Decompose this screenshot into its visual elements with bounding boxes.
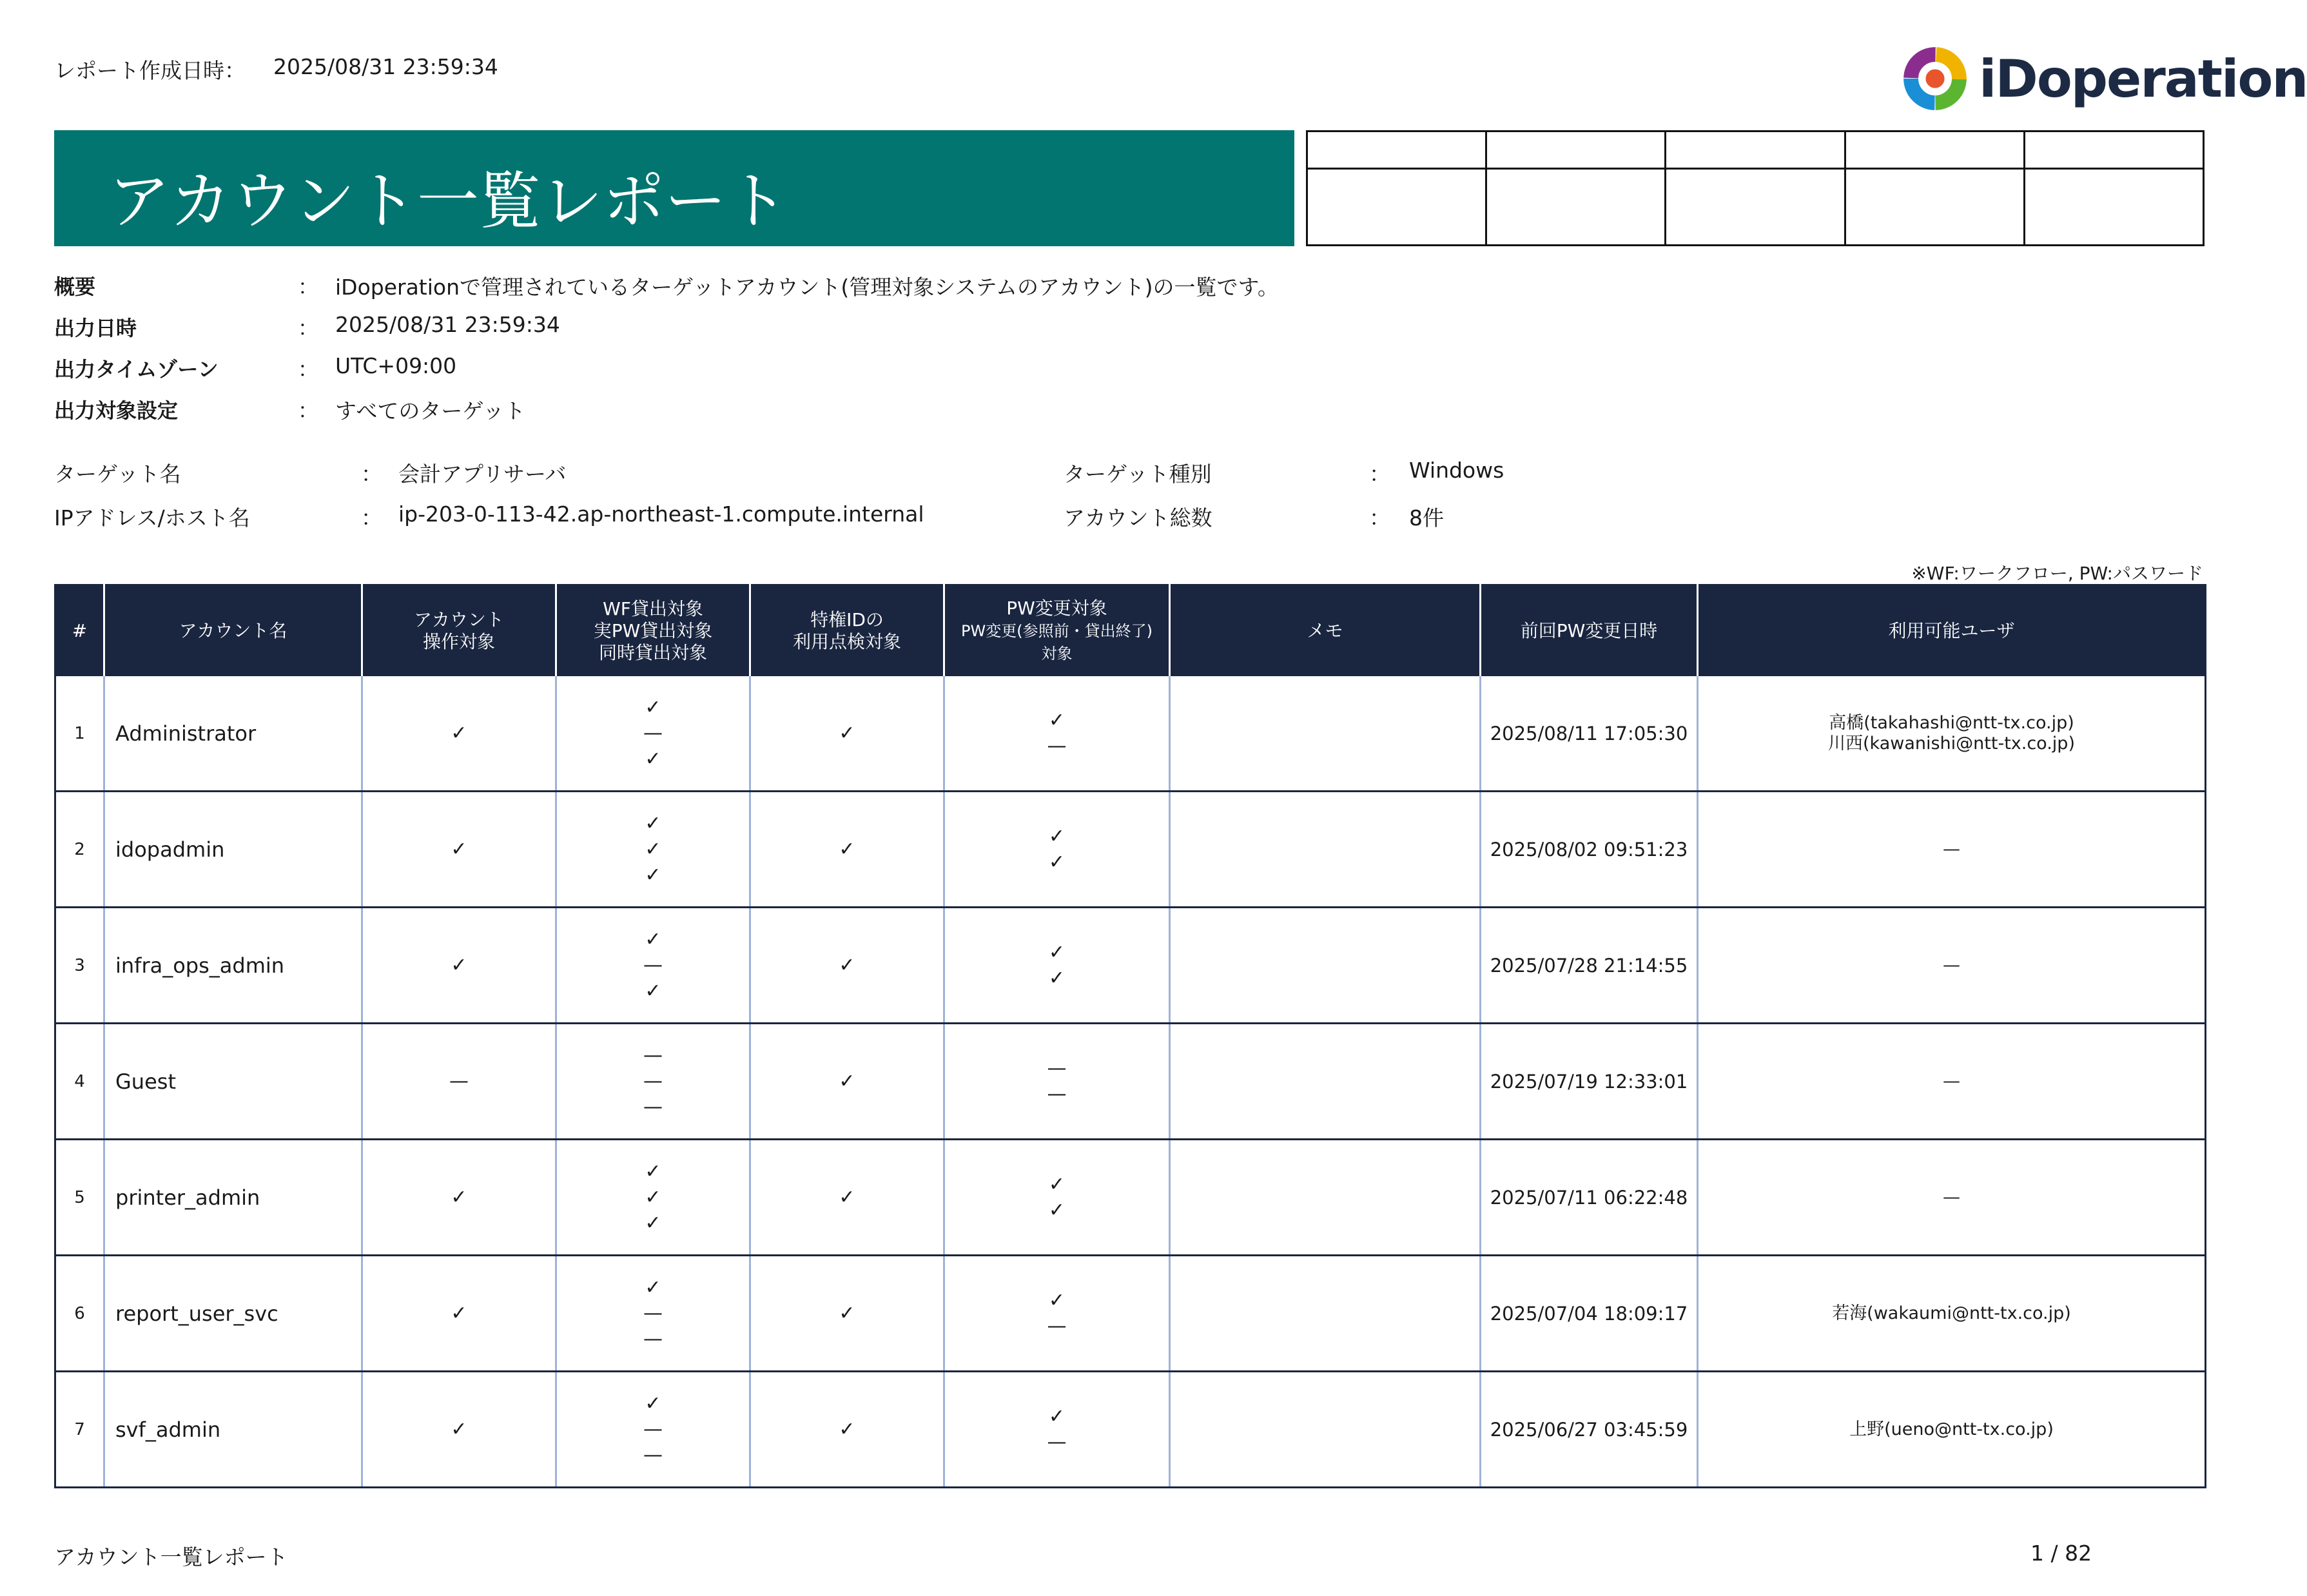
- user-entry: 若海(wakaumi@ntt-tx.co.jp): [1832, 1303, 2071, 1323]
- meta-colon: ：: [298, 357, 319, 382]
- wf-flag: —: [643, 1095, 663, 1118]
- table-row: [55, 676, 2206, 792]
- table-row: [55, 1256, 2206, 1372]
- col-header-pw-change-target: PW変更対象 PW変更(参照前・貸出終了) 対象: [944, 585, 1170, 677]
- wf-flag: —: [643, 1069, 663, 1093]
- cell-wf-target: [556, 792, 750, 908]
- target-type-colon: ：: [1369, 462, 1390, 487]
- target-name-label: ターゲット名: [54, 462, 181, 487]
- cell-wf-target: [556, 1024, 750, 1140]
- cell-num: 3: [55, 908, 104, 1024]
- cell-available-users: [1698, 1024, 2206, 1140]
- wf-flag: —: [643, 1301, 663, 1325]
- pw-flag: —: [1047, 1314, 1067, 1338]
- target-name-colon: ：: [361, 462, 382, 487]
- cell-memo: [1170, 676, 1481, 792]
- cell-account-name: report_user_svc: [104, 1256, 362, 1372]
- logo-wordmark: iDoperation: [1979, 49, 2307, 109]
- wf-flag: ✓: [645, 1185, 661, 1209]
- cell-last-pw-change: 2025/08/11 17:05:30: [1481, 676, 1698, 792]
- cell-account-name: printer_admin: [104, 1140, 362, 1256]
- col-header-available-users: 利用可能ユーザ: [1698, 585, 2206, 677]
- logo-ring-icon: [1902, 45, 1969, 112]
- pw-flag: ✓: [1048, 1198, 1066, 1221]
- cell-memo: [1170, 792, 1481, 908]
- cell-account-name: infra_ops_admin: [104, 908, 362, 1024]
- user-entry: —: [1943, 839, 1960, 859]
- pw-flag: ✓: [1048, 966, 1066, 989]
- cell-operation-target: —: [362, 1024, 556, 1140]
- cell-pw-change-target: [944, 1372, 1170, 1488]
- col-header-wf-target: WF貸出対象 実PW貸出対象 同時貸出対象: [556, 585, 750, 677]
- wf-flag: —: [643, 1327, 663, 1350]
- account-count-label: アカウント総数: [1064, 505, 1212, 530]
- wf-flag: —: [643, 1417, 663, 1441]
- cell-account-name: svf_admin: [104, 1372, 362, 1488]
- wf-flag: —: [643, 1443, 663, 1466]
- pw-flag: ✓: [1048, 708, 1066, 732]
- meta-colon: ：: [298, 316, 319, 340]
- meta-timezone-label: 出力タイムゾーン: [54, 357, 219, 382]
- wf-flag: —: [643, 953, 663, 977]
- cell-last-pw-change: 2025/06/27 03:45:59: [1481, 1372, 1698, 1488]
- footer-page-number: 1 / 82: [2030, 1541, 2092, 1566]
- cell-operation-target: ✓: [362, 1140, 556, 1256]
- cell-wf-target: [556, 1256, 750, 1372]
- wf-flag: ✓: [645, 979, 661, 1002]
- account-count-colon: ：: [1369, 505, 1390, 530]
- pw-flag: —: [1047, 1056, 1067, 1080]
- pw-flag: —: [1047, 734, 1067, 757]
- cell-last-pw-change: 2025/07/19 12:33:01: [1481, 1024, 1698, 1140]
- cell-num: 2: [55, 792, 104, 908]
- wf-flag: —: [643, 1044, 663, 1067]
- cell-available-users: [1698, 1256, 2206, 1372]
- user-entry: —: [1943, 955, 1960, 975]
- cell-memo: [1170, 908, 1481, 1024]
- cell-wf-target: [556, 908, 750, 1024]
- table-row: [55, 1140, 2206, 1256]
- wf-flag: ✓: [645, 1276, 661, 1299]
- pw-flag: ✓: [1048, 940, 1066, 964]
- wf-flag: ✓: [645, 1392, 661, 1415]
- target-ip-colon: ：: [361, 505, 382, 530]
- pw-flag: ✓: [1048, 1405, 1066, 1428]
- wf-flag: ✓: [645, 863, 661, 886]
- cell-privileged-check: ✓: [750, 1140, 944, 1256]
- cell-privileged-check: ✓: [750, 1024, 944, 1140]
- pw-flag: —: [1047, 1430, 1067, 1454]
- report-created-label: レポート作成日時：: [54, 58, 246, 83]
- cell-operation-target: ✓: [362, 1372, 556, 1488]
- cell-account-name: Administrator: [104, 676, 362, 792]
- cell-privileged-check: ✓: [750, 1256, 944, 1372]
- footer-report-title: アカウント一覧レポート: [54, 1544, 288, 1570]
- col-header-num: #: [55, 585, 104, 677]
- cell-pw-change-target: [944, 1024, 1170, 1140]
- cell-pw-change-target: [944, 1140, 1170, 1256]
- cell-account-name: idopadmin: [104, 792, 362, 908]
- col-header-memo: メモ: [1170, 585, 1481, 677]
- cell-pw-change-target: [944, 908, 1170, 1024]
- cell-num: 7: [55, 1372, 104, 1488]
- cell-pw-change-target: [944, 792, 1170, 908]
- meta-summary-label: 概要: [54, 275, 96, 299]
- col-header-privileged-check: 特権IDの 利用点検対象: [750, 585, 944, 677]
- account-count-value: 8件: [1409, 505, 1444, 530]
- meta-timezone-value: UTC+09:00: [335, 353, 457, 378]
- col-header-operation-target: アカウント 操作対象: [362, 585, 556, 677]
- cell-num: 5: [55, 1140, 104, 1256]
- table-header-row: [55, 585, 2206, 677]
- table-row: [55, 792, 2206, 908]
- wf-flag: ✓: [645, 812, 661, 835]
- pw-flag: ✓: [1048, 824, 1066, 848]
- cell-operation-target: ✓: [362, 908, 556, 1024]
- cell-memo: [1170, 1024, 1481, 1140]
- meta-summary-value: iDoperationで管理されているターゲットアカウント(管理対象システムのアカウント)の一覧です。: [335, 275, 1279, 300]
- target-type-label: ターゲット種別: [1064, 462, 1212, 487]
- meta-output-date-label: 出力日時: [54, 316, 137, 340]
- cell-available-users: [1698, 908, 2206, 1024]
- user-entry: 高橋(takahashi@ntt-tx.co.jp): [1829, 712, 2074, 733]
- user-entry: —: [1943, 1071, 1960, 1091]
- cell-num: 4: [55, 1024, 104, 1140]
- cell-memo: [1170, 1140, 1481, 1256]
- cell-available-users: [1698, 1140, 2206, 1256]
- cell-last-pw-change: 2025/07/28 21:14:55: [1481, 908, 1698, 1024]
- cell-operation-target: ✓: [362, 1256, 556, 1372]
- col-header-account-name: アカウント名: [104, 585, 362, 677]
- wf-flag: ✓: [645, 837, 661, 861]
- cell-privileged-check: ✓: [750, 908, 944, 1024]
- cell-available-users: [1698, 792, 2206, 908]
- idoperation-logo: [1902, 45, 2307, 116]
- cell-available-users: [1698, 1372, 2206, 1488]
- target-ip-label: IPアドレス/ホスト名: [54, 505, 250, 530]
- wf-flag: ✓: [645, 747, 661, 770]
- cell-last-pw-change: 2025/08/02 09:51:23: [1481, 792, 1698, 908]
- cell-pw-change-target: [944, 1256, 1170, 1372]
- report-title: アカウント一覧レポート: [108, 165, 789, 237]
- meta-target-setting-label: 出力対象設定: [54, 398, 179, 423]
- user-entry: 上野(ueno@ntt-tx.co.jp): [1849, 1419, 2054, 1439]
- pw-flag: ✓: [1048, 1173, 1066, 1196]
- cell-account-name: Guest: [104, 1024, 362, 1140]
- cell-num: 6: [55, 1256, 104, 1372]
- wf-flag: ✓: [645, 928, 661, 951]
- col-header-last-pw-change: 前回PW変更日時: [1481, 585, 1698, 677]
- user-entry: —: [1943, 1187, 1960, 1207]
- cell-privileged-check: ✓: [750, 676, 944, 792]
- wf-flag: ✓: [645, 1160, 661, 1183]
- cell-wf-target: [556, 1140, 750, 1256]
- wf-flag: ✓: [645, 696, 661, 719]
- approval-stamp-table: [1306, 130, 2205, 246]
- cell-available-users: [1698, 676, 2206, 792]
- account-table: [54, 584, 2206, 1488]
- meta-colon: ：: [298, 275, 319, 299]
- wf-flag: ✓: [645, 1211, 661, 1234]
- report-title-band: [54, 130, 1294, 246]
- cell-memo: [1170, 1372, 1481, 1488]
- target-ip-value: ip-203-0-113-42.ap-northeast-1.compute.internal: [398, 501, 924, 527]
- meta-output-date-value: 2025/08/31 23:59:34: [335, 312, 560, 337]
- pw-flag: —: [1047, 1082, 1067, 1105]
- meta-target-setting-value: すべてのターゲット: [335, 398, 526, 423]
- cell-last-pw-change: 2025/07/04 18:09:17: [1481, 1256, 1698, 1372]
- table-row: [55, 1024, 2206, 1140]
- cell-privileged-check: ✓: [750, 792, 944, 908]
- cell-wf-target: [556, 1372, 750, 1488]
- wf-flag: —: [643, 721, 663, 744]
- cell-num: 1: [55, 676, 104, 792]
- pw-flag: ✓: [1048, 1289, 1066, 1312]
- abbreviation-legend: ※WF:ワークフロー, PW:パスワード: [1911, 563, 2203, 584]
- cell-privileged-check: ✓: [750, 1372, 944, 1488]
- table-row: [55, 1372, 2206, 1488]
- report-created-value: 2025/08/31 23:59:34: [273, 54, 498, 79]
- table-row: [55, 908, 2206, 1024]
- target-name-value: 会計アプリサーバ: [398, 462, 567, 487]
- target-type-value: Windows: [1409, 458, 1504, 483]
- cell-last-pw-change: 2025/07/11 06:22:48: [1481, 1140, 1698, 1256]
- cell-wf-target: [556, 676, 750, 792]
- pw-flag: ✓: [1048, 850, 1066, 873]
- meta-colon: ：: [298, 398, 319, 423]
- cell-operation-target: ✓: [362, 792, 556, 908]
- cell-memo: [1170, 1256, 1481, 1372]
- cell-operation-target: ✓: [362, 676, 556, 792]
- user-entry: 川西(kawanishi@ntt-tx.co.jp): [1828, 733, 2075, 754]
- cell-pw-change-target: [944, 676, 1170, 792]
